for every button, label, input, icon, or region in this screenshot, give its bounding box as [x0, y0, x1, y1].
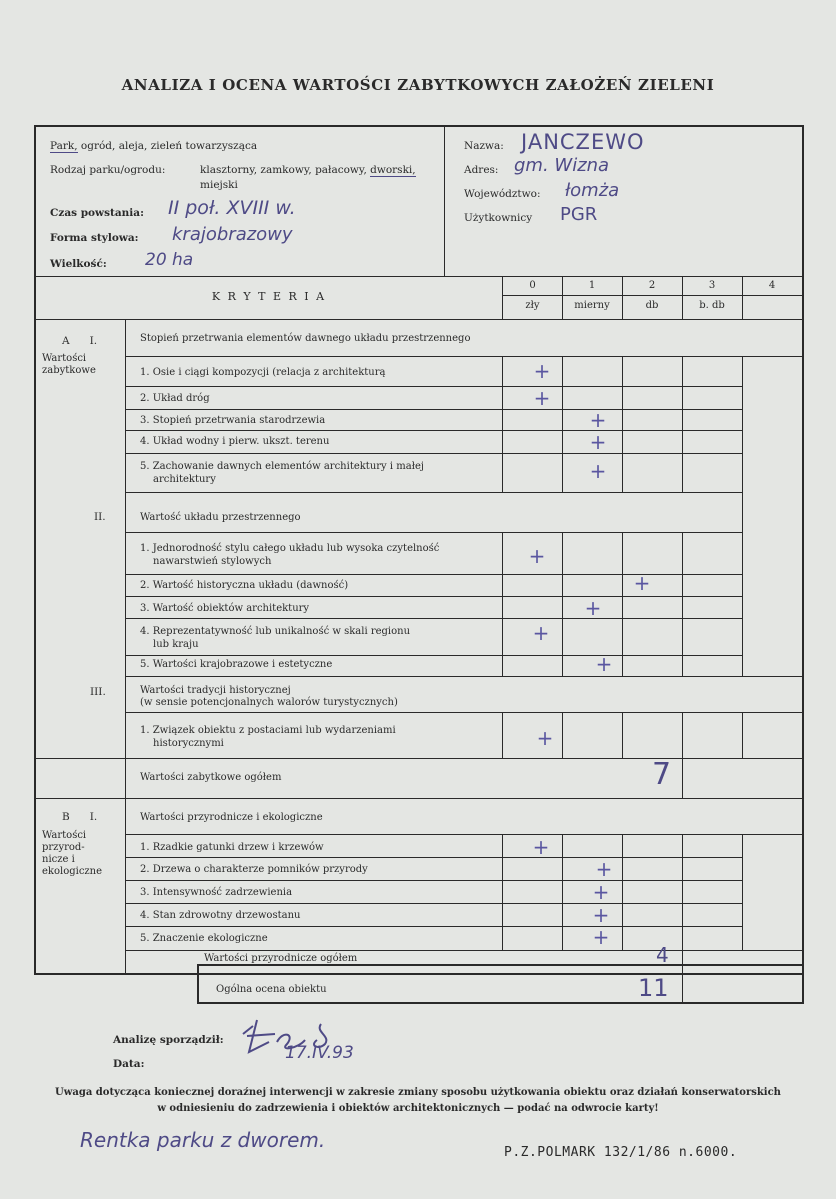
- a2-item-3-line: [126, 618, 743, 619]
- a3-col-2: [622, 712, 623, 758]
- section-b-roman: I.: [89, 811, 98, 823]
- b-item-4-label: 4. Stan zdrowotny drzewostanu: [140, 910, 301, 921]
- header-divider: [444, 126, 445, 276]
- b-item-3-label: 3. Intensywność zadrzewienia: [140, 887, 293, 898]
- a1-item-5-label-1: 5. Zachowanie dawnych elementów architektury i małej: [140, 461, 424, 472]
- group-3-title-bottom: [126, 712, 804, 713]
- group-3-bottom: [35, 758, 804, 759]
- overall-value: 11: [638, 974, 669, 1002]
- section-a-group-3-title-2: (w sensie potencjonalnych walorów turystycznych): [140, 697, 398, 708]
- a1-item-3-line: [126, 430, 743, 431]
- a2-item-2-label: 2. Wartość historyczna układu (dawność): [140, 580, 349, 591]
- b-item-1-label: 1. Rzadkie gatunki drzew i krzewów: [140, 842, 324, 853]
- a1-item-4-mark: +: [589, 430, 607, 454]
- uzytk-label: Użytkownicy: [464, 212, 533, 224]
- a-total-divider: [682, 758, 683, 798]
- a2-item-3-mark: +: [584, 596, 602, 620]
- score-header-col-1: [562, 276, 563, 320]
- a2-item-4-line: [126, 655, 743, 656]
- header-bottom-line: [35, 276, 803, 277]
- a2-item-4-mark: +: [532, 621, 550, 645]
- score-header-col-2: [622, 276, 623, 320]
- score-2-label: db: [645, 300, 659, 311]
- rodzaj-options-2: miejski: [200, 179, 238, 191]
- b-item-2-line: [126, 880, 743, 881]
- b-item-5-line: [126, 950, 804, 951]
- b-item-3-line: [126, 903, 743, 904]
- score-header-col-3: [682, 276, 683, 320]
- a-col-2: [622, 356, 623, 493]
- a2-item-1-label-2: nawarstwień stylowych: [153, 556, 272, 567]
- a-col-3: [682, 356, 683, 493]
- document-title: ANALIZA I OCENA WARTOŚCI ZABYTKOWYCH ZAŁOŻEŃ ZIELENI: [121, 76, 715, 94]
- group-1-bottom: [126, 492, 743, 493]
- section-b-total-label: Wartości przyrodnicze ogółem: [204, 953, 358, 964]
- criteria-label: K R Y T E R I A: [211, 290, 327, 303]
- object-type-line: [50, 140, 257, 152]
- a2-item-2-mark: +: [633, 571, 651, 595]
- a1-item-1-line: [126, 386, 743, 387]
- uzytk-value: PGR: [560, 204, 598, 225]
- print-code: P.Z.POLMARK 132/1/86 n.6000.: [504, 1145, 738, 1160]
- section-a-name-1: Wartości: [42, 353, 87, 364]
- b-item-4-mark: +: [592, 903, 610, 927]
- date-value: 17.IV.93: [285, 1043, 354, 1063]
- b-item-4-line: [126, 926, 743, 927]
- score-0-number: 0: [529, 280, 536, 291]
- a2-item-2-line: [126, 596, 743, 597]
- section-b-name-3: nicze i: [42, 854, 75, 865]
- a3-item-1-label-1: 1. Związek obiektu z postaciami lub wydarzeniami: [140, 725, 396, 736]
- b-col-1: [562, 834, 563, 950]
- a-col-4: [742, 356, 743, 676]
- section-a-roman: I.: [89, 335, 98, 347]
- section-a-letter: A: [62, 335, 70, 347]
- a2-item-1-mark: +: [528, 544, 546, 568]
- a1-item-4-label: 4. Układ wodny i pierw. ukszt. terenu: [140, 436, 330, 447]
- section-b-title: Wartości przyrodnicze i ekologiczne: [140, 812, 323, 823]
- score-1-label: mierny: [574, 300, 610, 311]
- b-item-2-label: 2. Drzewa o charakterze pomników przyrody: [140, 864, 368, 875]
- wielkosc-label: Wielkość:: [50, 258, 107, 270]
- b-item-5-label: 5. Znaczenie ekologiczne: [140, 933, 268, 944]
- section-b-name-1: Wartości: [42, 830, 87, 841]
- a1-item-1-label: 1. Osie i ciągi kompozycji (relacja z architekturą: [140, 367, 386, 378]
- section-a-group-2-roman: II.: [94, 511, 106, 523]
- a1-item-2-line: [126, 409, 743, 410]
- nazwa-value: JANCZEWO: [521, 130, 645, 154]
- score-header-col-4: [742, 276, 743, 320]
- a1-item-3-label: 3. Stopień przetrwania starodrzewia: [140, 415, 326, 426]
- score-2-number: 2: [648, 280, 656, 291]
- score-3-label: b. db: [699, 300, 725, 311]
- adres-label: Adres:: [464, 164, 499, 176]
- section-a-heading: [62, 335, 97, 347]
- section-b-name-2: przyrod-: [42, 842, 85, 853]
- a1-item-2-mark: +: [533, 386, 551, 410]
- a3-col-3: [682, 712, 683, 758]
- adres-value: gm. Wizna: [514, 155, 610, 176]
- section-a-total-value: 7: [652, 757, 672, 792]
- section-b-title-bottom: [126, 834, 804, 835]
- score-0-label: zły: [525, 300, 540, 311]
- score-1-number: 1: [588, 280, 596, 291]
- section-b-name-4: ekologiczne: [42, 866, 103, 877]
- date-label: Data:: [113, 1058, 145, 1070]
- rodzaj-label: Rodzaj parku/ogrodu:: [50, 164, 166, 176]
- a3-item-1-mark: +: [536, 726, 554, 750]
- nazwa-label: Nazwa:: [464, 140, 504, 152]
- category-column-divider: [125, 320, 126, 974]
- section-b-total-value: 4: [656, 943, 669, 967]
- section-a-group-1-title: Stopień przetrwania elementów dawnego układu przestrzennego: [140, 333, 471, 344]
- wielkosc-value: 20 ha: [145, 250, 194, 270]
- section-a-total-bottom: [35, 798, 804, 799]
- a2-item-5-label: 5. Wartości krajobrazowe i estetyczne: [140, 659, 333, 670]
- score-4-number: 4: [768, 280, 776, 291]
- a-col-0: [502, 356, 503, 493]
- object-type-options: ogród, aleja, zieleń towarzysząca: [80, 140, 258, 152]
- a-col-1: [562, 356, 563, 493]
- overall-divider: [682, 965, 683, 1003]
- b-item-2-mark: +: [595, 857, 613, 881]
- section-a-total-label: Wartości zabytkowe ogółem: [140, 772, 282, 783]
- group-2-title-bottom: [126, 532, 743, 533]
- a2-item-4-label-1: 4. Reprezentatywność lub unikalność w skali regionu: [140, 626, 411, 637]
- forma-value: krajobrazowy: [172, 224, 293, 245]
- czas-value: II poł. XVIII w.: [168, 197, 296, 219]
- footer-note-line-1: Uwaga dotycząca koniecznej doraźnej interwencji w zakresie zmiany sposobu użytkowania obiektu oraz działań konserwatorskich: [55, 1087, 781, 1098]
- score-3-number: 3: [708, 280, 716, 291]
- a1-item-5-label-2: architektury: [153, 474, 216, 485]
- a3-col-1: [562, 712, 563, 758]
- a3-item-1-label-2: historycznymi: [153, 738, 224, 749]
- criteria-mid-line: [503, 295, 803, 296]
- b-col-4: [742, 834, 743, 950]
- section-a-group-3-title-1: Wartości tradycji historycznej: [140, 685, 291, 696]
- a2-item-3-label: 3. Wartość obiektów architektury: [140, 603, 310, 614]
- a2-item-5-mark: +: [595, 652, 613, 676]
- footer-note-line-2: w odniesieniu do zadrzewienia i obiektów architektonicznych — podać na odwrocie karty!: [157, 1103, 659, 1114]
- author-label: Analizę sporządził:: [113, 1034, 224, 1046]
- a1-item-1-mark: +: [533, 359, 551, 383]
- section-a-group-3-roman: III.: [90, 686, 106, 698]
- group-2-bottom: [126, 676, 804, 677]
- object-type-selected: Park,: [50, 140, 78, 152]
- b-item-5-mark: +: [592, 925, 610, 949]
- section-b-heading: [62, 811, 97, 823]
- a1-item-3-mark: +: [589, 408, 607, 432]
- b-col-2: [622, 834, 623, 950]
- score-header-col-0: [502, 276, 503, 320]
- a2-item-4-label-2: lub kraju: [153, 639, 199, 650]
- section-a-name-2: zabytkowe: [42, 365, 96, 376]
- a3-col-0: [502, 712, 503, 758]
- group-1-title-bottom: [126, 356, 804, 357]
- b-item-1-line: [126, 857, 743, 858]
- a2-item-1-label-1: 1. Jednorodność stylu całego układu lub wysoka czytelność: [140, 543, 440, 554]
- rodzaj-selected: dworski,: [370, 164, 416, 176]
- a1-item-4-line: [126, 453, 743, 454]
- woj-value: łomża: [565, 180, 620, 201]
- woj-label: Województwo:: [464, 188, 541, 200]
- section-b-letter: B: [62, 811, 70, 823]
- b-item-3-mark: +: [592, 880, 610, 904]
- a1-item-5-mark: +: [589, 459, 607, 483]
- b-col-3: [682, 834, 683, 950]
- rodzaj-options-1: klasztorny, zamkowy, pałacowy,: [200, 164, 367, 176]
- footer-handwritten-note: Rentka parku z dworem.: [80, 1128, 326, 1152]
- section-a-group-2-title: Wartość układu przestrzennego: [140, 512, 301, 523]
- forma-label: Forma stylowa:: [50, 232, 139, 244]
- b-col-0: [502, 834, 503, 950]
- czas-label: Czas powstania:: [50, 207, 144, 219]
- a3-col-4: [742, 712, 743, 758]
- rodzaj-options: [200, 164, 416, 176]
- criteria-bottom-line: [35, 319, 803, 320]
- a1-item-2-label: 2. Układ dróg: [140, 393, 210, 404]
- overall-label: Ogólna ocena obiektu: [216, 984, 327, 995]
- b-item-1-mark: +: [532, 835, 550, 859]
